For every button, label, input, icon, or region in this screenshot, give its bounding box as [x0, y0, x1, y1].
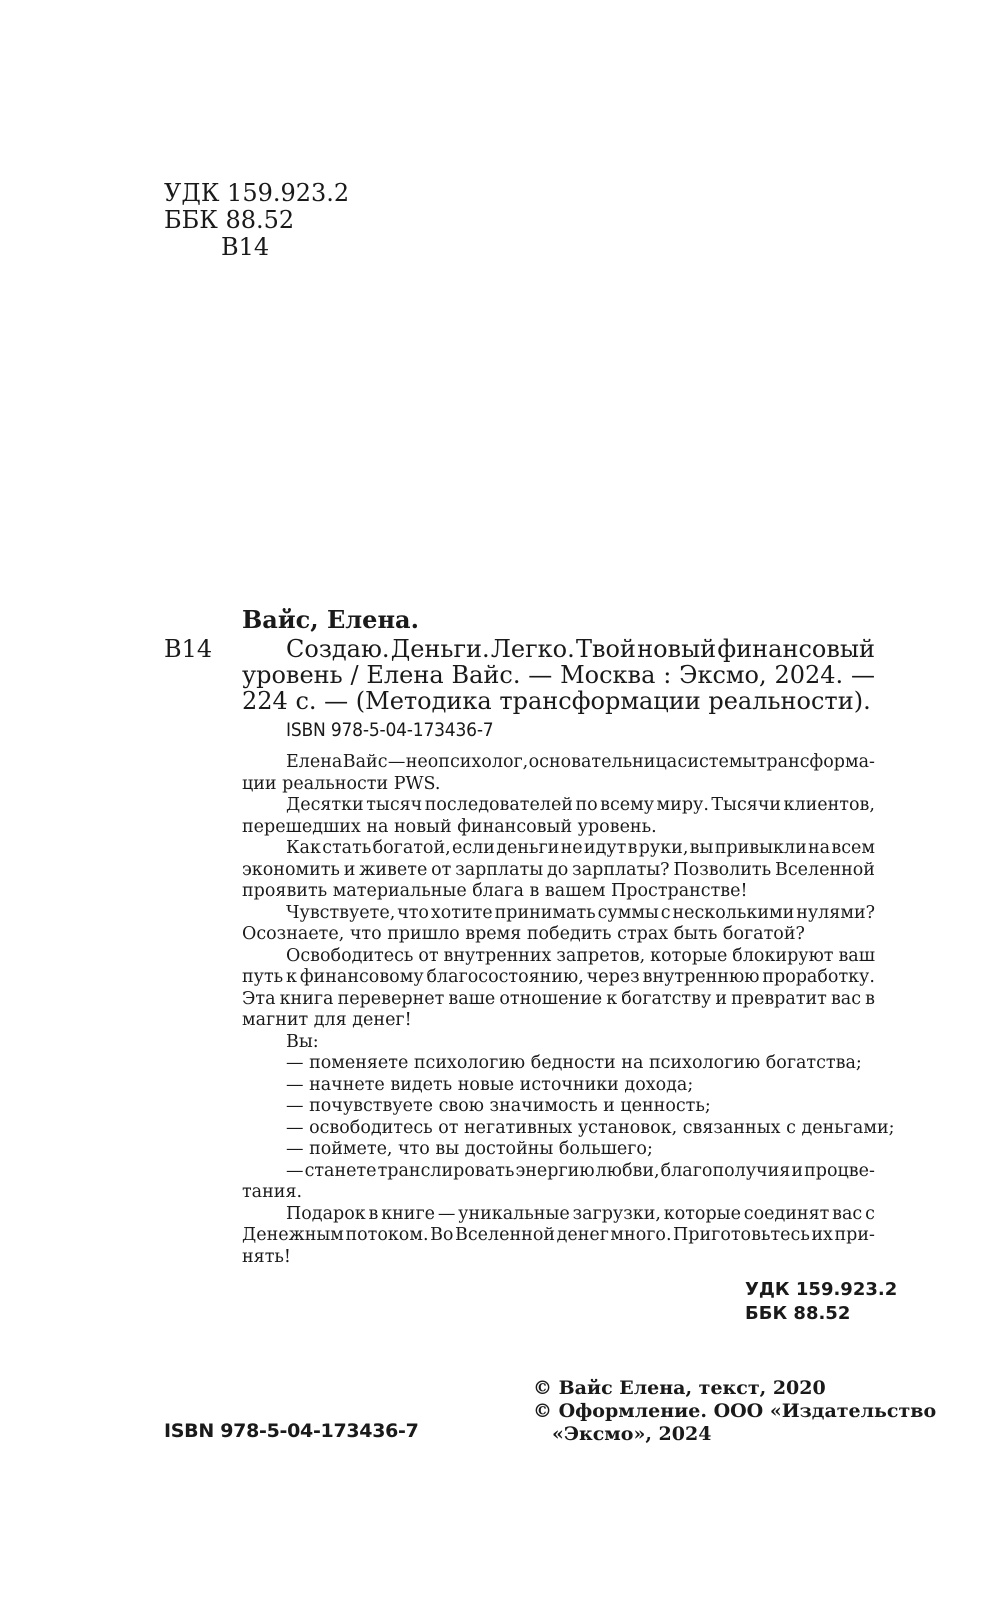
annotation-line — [242, 795, 875, 817]
word: от — [431, 859, 452, 880]
word: внутренних — [443, 945, 552, 966]
word: трансформа- — [756, 752, 875, 772]
word: Елена — [366, 661, 444, 689]
word: суммы — [597, 902, 659, 923]
word: Елена — [286, 752, 343, 772]
word: Позволить — [673, 859, 772, 880]
word: Освободитесь — [286, 945, 414, 966]
word: новый — [637, 635, 717, 663]
annotation-line: тания. — [242, 1182, 303, 1202]
word: запретов, — [556, 945, 646, 966]
word: вас — [830, 988, 862, 1009]
word: проработку. — [762, 967, 875, 987]
annotation-line — [242, 1161, 875, 1183]
annotation-line: Вы: — [286, 1031, 319, 1052]
word: Приготовьтесь — [673, 1225, 810, 1245]
word: Легко. — [490, 635, 575, 663]
word: перевернет — [337, 988, 445, 1009]
word: денег — [556, 1225, 609, 1245]
word: — — [387, 752, 406, 772]
title-block — [242, 636, 875, 714]
title-line — [242, 636, 875, 662]
word: : — [663, 661, 672, 689]
word: Эксмо, — [679, 661, 767, 689]
word: в — [368, 1203, 379, 1224]
word: вы — [689, 838, 714, 858]
annotation-line: — освободитесь от негативных установок, связанных с деньгами; — [286, 1117, 895, 1138]
word: всему — [600, 795, 655, 815]
word: Десятки — [286, 795, 364, 815]
word: благополучия — [660, 1160, 791, 1181]
word: что — [397, 902, 429, 923]
word: много. — [610, 1225, 672, 1245]
word: богатой, — [372, 838, 451, 858]
word: в — [865, 988, 875, 1009]
word: системы — [677, 752, 757, 772]
word: Чувствуете, — [286, 902, 396, 923]
word: финансовому — [299, 967, 424, 987]
word: Вайс. — [451, 661, 521, 689]
word: Вайс — [342, 752, 388, 772]
word: которые — [650, 945, 728, 966]
annotation-line — [242, 967, 875, 989]
word: Во — [430, 1225, 454, 1245]
annotation-line — [242, 838, 875, 860]
word: тысяч — [366, 795, 423, 815]
word: путь — [242, 967, 284, 987]
word: — — [528, 661, 553, 689]
word: ваше — [448, 988, 496, 1009]
word: идут — [583, 838, 627, 858]
word: Создаю. — [286, 635, 390, 663]
word: в — [627, 838, 638, 858]
word: блокируют — [732, 945, 834, 966]
word: через — [586, 967, 640, 987]
annotation-line — [242, 903, 875, 925]
copyright-text: © Вайс Елена, текст, 2020 — [533, 1377, 826, 1399]
isbn-footer: ISBN 978-5-04-173436-7 — [164, 1420, 419, 1442]
word: руки, — [638, 838, 689, 858]
annotation-line — [242, 752, 875, 774]
word: Деньги. — [390, 635, 490, 663]
annotation-line: Осознаете, что пришло время победить страх быть богатой? — [242, 924, 805, 944]
annotation-line: ции реальности PWS. — [242, 773, 441, 794]
footer-classification-codes — [745, 1278, 897, 1326]
annotation-line: перешедших на новый финансовый уровень. — [242, 816, 657, 837]
word: / — [350, 661, 359, 689]
word: по — [575, 795, 598, 815]
copyright-block — [533, 1377, 936, 1446]
word: превратит — [731, 988, 827, 1009]
word: зарплаты? — [572, 859, 670, 880]
word: отношение — [499, 988, 603, 1009]
word: принимать — [494, 902, 596, 923]
annotation-line — [242, 946, 875, 968]
word: Подарок — [286, 1203, 366, 1224]
word: клиентов, — [783, 795, 875, 815]
word: от — [418, 945, 439, 966]
word: уровень — [242, 661, 343, 689]
word: богатству — [621, 988, 712, 1009]
title-line — [242, 662, 875, 688]
word: неопсихолог, — [405, 752, 529, 772]
word: на — [808, 838, 831, 858]
word: деньги — [496, 838, 560, 858]
word: живете — [359, 859, 428, 880]
word: Эта — [242, 988, 276, 1009]
word: ваш — [838, 945, 875, 966]
word: благосостоянию, — [426, 967, 584, 987]
annotation-line: — почувствуете свою значимость и ценность; — [286, 1096, 711, 1116]
annotation-line: магнит для денег! — [242, 1010, 412, 1030]
top-classification-codes — [164, 180, 349, 261]
word: 2024. — [774, 661, 844, 689]
word: книге — [381, 1203, 435, 1224]
annotation-line — [242, 989, 875, 1011]
word: их — [811, 1225, 833, 1245]
word: энергию — [515, 1160, 595, 1181]
word: несколькими — [672, 902, 795, 923]
word: при- — [834, 1225, 875, 1245]
word: стать — [322, 838, 372, 858]
word: Вселенной — [455, 1225, 556, 1245]
word: — — [437, 1203, 456, 1224]
word: хотите — [430, 902, 493, 923]
word: к — [286, 967, 297, 987]
word: Твой — [575, 635, 636, 663]
annotation-line: — начнете видеть новые источники дохода; — [286, 1074, 694, 1095]
word: основательница — [528, 752, 678, 772]
word: книга — [279, 988, 334, 1009]
annotation-line: проявить материальные блага в вашем Пространстве! — [242, 881, 748, 901]
bbk-code-footer: ББК 88.52 — [745, 1303, 851, 1324]
word: последователей — [424, 795, 573, 815]
word: зарплаты — [455, 859, 544, 880]
word: внутреннюю — [642, 967, 760, 987]
copyright-design: © Оформление. ООО «Издательство — [533, 1400, 937, 1422]
word: вас — [832, 1203, 863, 1224]
word: станете — [304, 1160, 377, 1181]
word: процве- — [804, 1160, 875, 1181]
author-name: Вайс, Елена. — [242, 605, 419, 634]
word: всем — [831, 838, 875, 858]
title-line: 224 с. — (Методика трансформации реальности). — [242, 687, 871, 715]
word: к — [606, 988, 618, 1009]
word: до — [547, 859, 569, 880]
word: Москва — [560, 661, 656, 689]
word: Вселенной — [774, 859, 875, 880]
annotation-line — [242, 860, 875, 882]
annotation-line — [242, 1204, 875, 1226]
bbk-code: ББК 88.52 — [164, 206, 295, 234]
annotation-line — [242, 1225, 875, 1247]
word: уникальные — [458, 1203, 570, 1224]
word: Денежным — [242, 1225, 344, 1245]
copyright-publisher: «Эксмо», 2024 — [552, 1423, 712, 1445]
word: любви, — [595, 1160, 660, 1181]
author-mark-entry: В14 — [164, 635, 213, 663]
word: которые — [663, 1203, 741, 1224]
author-mark-top: В14 — [221, 233, 270, 261]
word: и — [343, 859, 356, 880]
word: соединят — [743, 1203, 830, 1224]
annotation — [242, 752, 895, 1268]
isbn-entry: ISBN 978-5-04-173436-7 — [286, 719, 494, 741]
word: привыкли — [714, 838, 807, 858]
word: с — [865, 1203, 875, 1224]
word: Тысячи — [711, 795, 782, 815]
word: транслировать — [377, 1160, 515, 1181]
word: экономить — [242, 859, 340, 880]
word: не — [560, 838, 583, 858]
word: и — [715, 988, 728, 1009]
word: — — [286, 1160, 304, 1181]
word: Как — [286, 838, 321, 858]
annotation-line: — поймете, что вы достойны большего; — [286, 1139, 653, 1159]
word: если — [451, 838, 495, 858]
udk-code-footer: УДК 159.923.2 — [745, 1279, 898, 1300]
word: финансовый — [717, 635, 875, 663]
word: миру. — [656, 795, 709, 815]
annotation-line: — поменяете психологию бедности на психологию богатства; — [286, 1053, 862, 1073]
word: — — [850, 661, 875, 689]
word: потоком. — [345, 1225, 429, 1245]
word: загрузки, — [572, 1203, 661, 1224]
annotation-line: нять! — [242, 1246, 291, 1267]
word: нулями? — [796, 902, 875, 923]
udk-code: УДК 159.923.2 — [164, 179, 350, 207]
word: с — [660, 902, 671, 923]
word: и — [791, 1160, 804, 1181]
